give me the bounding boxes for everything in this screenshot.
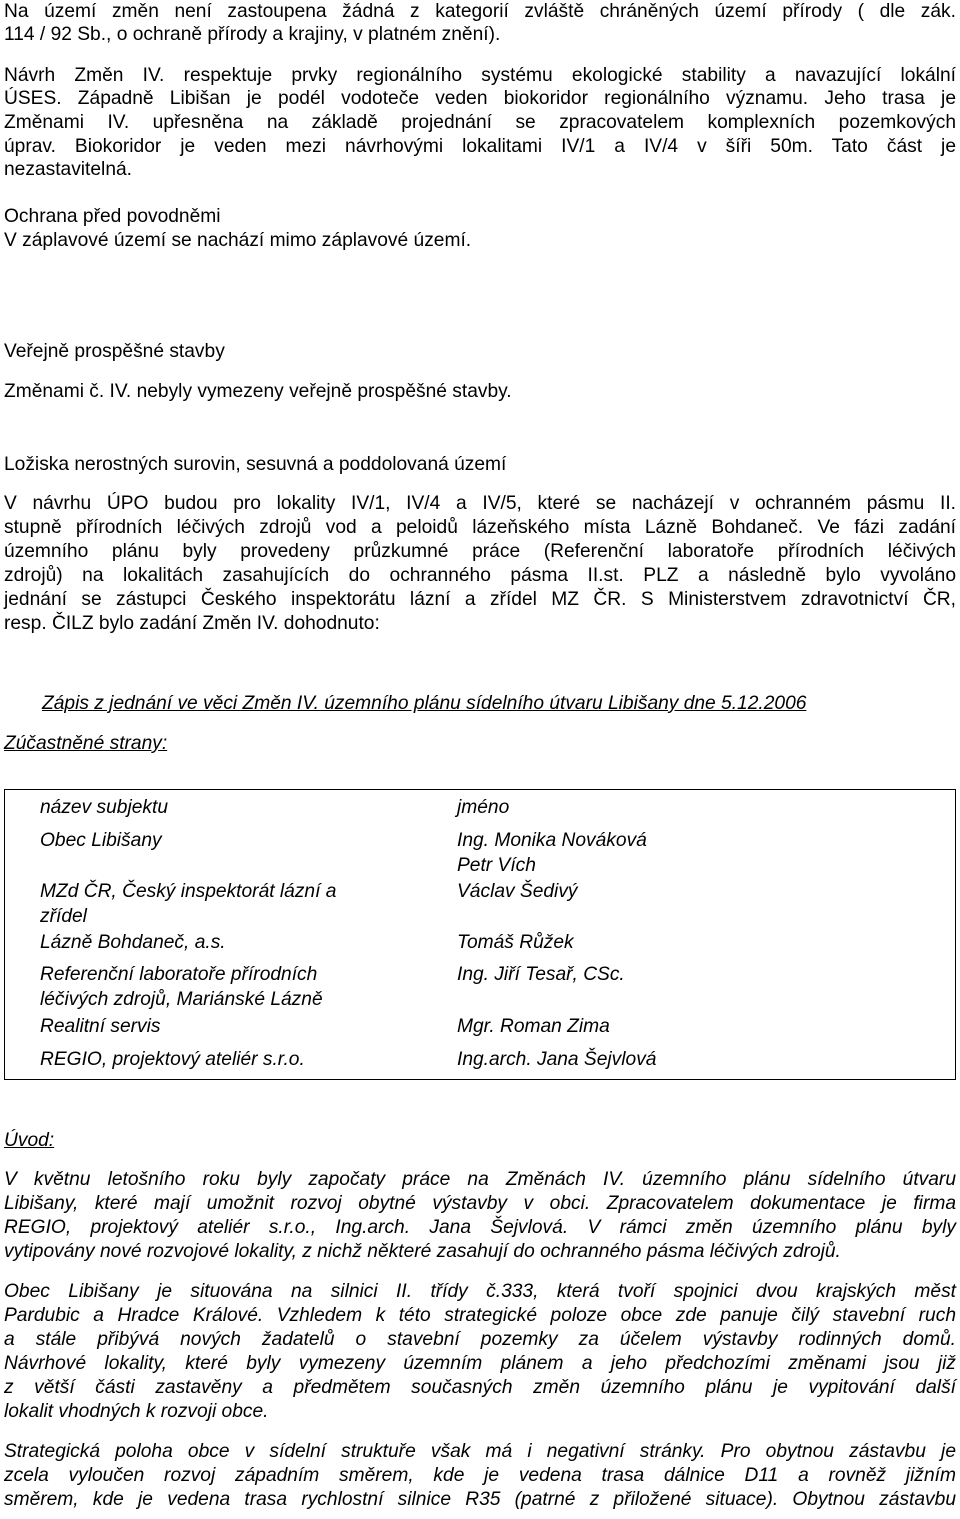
text-line: vytipovány nové rozvojové lokality, z nichž některé zasahují do ochranného pásma léčivých zdrojů. xyxy=(4,1241,841,1262)
text-line: resp. ČILZ bylo zadání Změn IV. dohodnuto: xyxy=(4,613,380,634)
text-line: REGIO, projektový ateliér s.r.o., Ing.arch. Jana Šejvlová. V rámci změn územního plánu byly xyxy=(4,1217,956,1238)
section-heading-minerals: Ložiska nerostných surovin, sesuvná a poddolovaná území xyxy=(4,454,507,475)
section-heading-flood: Ochrana před povodněmi xyxy=(4,206,221,227)
table-header-entity: název subjektu xyxy=(40,797,168,818)
person-name: Tomáš Růžek xyxy=(457,932,574,953)
text-line: Pardubic a Hradce Králové. Vzhledem k této strategické poloze obce zde panuje čilý stavební ruch xyxy=(4,1305,956,1326)
entity-name: léčivých zdrojů, Mariánské Lázně xyxy=(40,989,323,1010)
text-line: Změnami IV. upřesněna na základě projednání se zpracovatelem komplexních pozemkových xyxy=(4,112,956,133)
table-header-name: jméno xyxy=(457,797,510,818)
minutes-title: Zápis z jednání ve věci Změn IV. územního plánu sídelního útvaru Libišany dne 5.12.2006 xyxy=(42,693,807,714)
text-line: z větší části zastavěny a předmětem současných změn územního plánu je vypitování další xyxy=(4,1377,956,1398)
text-line: ÚSES. Západně Libišan je podél vodoteče veden biokoridor regionálního významu. Jeho trasa je xyxy=(4,88,956,109)
person-name: Ing. Jiří Tesař, CSc. xyxy=(457,964,625,985)
person-name: Ing.arch. Jana Šejvlová xyxy=(457,1049,657,1070)
text-line: zdrojů) na lokalitách zasahujících do ochranného pásma II.st. PLZ a následně bylo vyvoláno xyxy=(4,565,956,586)
intro-heading: Úvod: xyxy=(4,1130,55,1151)
text-line: zcela vyloučen rozvoj západním směrem, kde je vedena trasa dálnice D11 a rovněž jižním xyxy=(4,1465,956,1486)
text-line: směrem, kde je vedena trasa rychlostní silnice R35 (patrné z přiložené situace). Obytnou zástavbu xyxy=(4,1489,956,1510)
text-line: jednání se zástupci Českého inspektorátu lázní a zřídel MZ ČR. S Ministerstvem zdravotnictví ČR, xyxy=(4,589,956,610)
parties-label: Zúčastněné strany: xyxy=(4,733,168,754)
text-line: Na území změn není zastoupena žádná z kategorií zvláště chráněných území přírody ( dle zák. xyxy=(4,1,956,22)
text-line: nezastavitelná. xyxy=(4,159,132,180)
entity-name: Realitní servis xyxy=(40,1016,161,1037)
person-name: Mgr. Roman Zima xyxy=(457,1016,610,1037)
section-heading-public-works: Veřejně prospěšné stavby xyxy=(4,341,225,362)
text-line: Strategická poloha obce v sídelní struktuře však má i negativní stránky. Pro obytnou zástavbu je xyxy=(4,1441,956,1462)
flood-text: V záplavové území se nachází mimo záplavové území. xyxy=(4,230,472,251)
text-line: Návrh Změn IV. respektuje prvky regionálního systému ekologické stability a navazující lokální xyxy=(4,65,956,86)
text-line: V květnu letošního roku byly započaty práce na Změnách IV. územního plánu sídelního útvaru xyxy=(4,1169,956,1190)
text-line: Libišany, které mají umožnit rozvoj obytné výstavby v obci. Zpracovatelem dokumentace je firma xyxy=(4,1193,956,1214)
person-name: Václav Šedivý xyxy=(457,881,578,902)
person-name: Petr Vích xyxy=(457,855,536,876)
entity-name: Referenční laboratoře přírodních xyxy=(40,964,318,985)
text-line: Obec Libišany je situována na silnici II. třídy č.333, která tvoří spojnici dvou krajských měst xyxy=(4,1281,956,1302)
entity-name: MZd ČR, Český inspektorát lázní a xyxy=(40,881,337,902)
text-line: a stále přibývá nových žadatelů o stavební pozemky za účelem výstavby rodinných domů. xyxy=(4,1329,956,1350)
public-works-text: Změnami č. IV. nebyly vymezeny veřejně prospěšné stavby. xyxy=(4,381,512,402)
entity-name: zřídel xyxy=(40,906,87,927)
text-line: územního plánu byly provedeny průzkumné práce (Referenční laboratoře přírodních léčivých xyxy=(4,541,956,562)
entity-name: REGIO, projektový ateliér s.r.o. xyxy=(40,1049,305,1070)
entity-name: Lázně Bohdaneč, a.s. xyxy=(40,932,226,953)
text-line: stupně přírodních léčivých zdrojů vod a peloidů lázeňského místa Lázně Bohdaneč. Ve fázi zadání xyxy=(4,517,956,538)
text-line: V návrhu ÚPO budou pro lokality IV/1, IV/4 a IV/5, které se nacházejí v ochranném pásmu II. xyxy=(4,493,956,514)
text-line: úprav. Biokoridor je veden mezi návrhovými lokalitami IV/1 a IV/4 v šíři 50m. Tato část je xyxy=(4,136,956,157)
entity-name: Obec Libišany xyxy=(40,830,162,851)
participants-table xyxy=(4,789,956,1080)
text-line: 114 / 92 Sb., o ochraně přírody a krajiny, v platném znění). xyxy=(4,24,501,45)
text-line: lokalit vhodných k rozvoji obce. xyxy=(4,1401,269,1422)
person-name: Ing. Monika Nováková xyxy=(457,830,647,851)
text-line: Návrhové lokality, které byly vymezeny územním plánem a jeho předchozími změnami jsou již xyxy=(4,1353,956,1374)
